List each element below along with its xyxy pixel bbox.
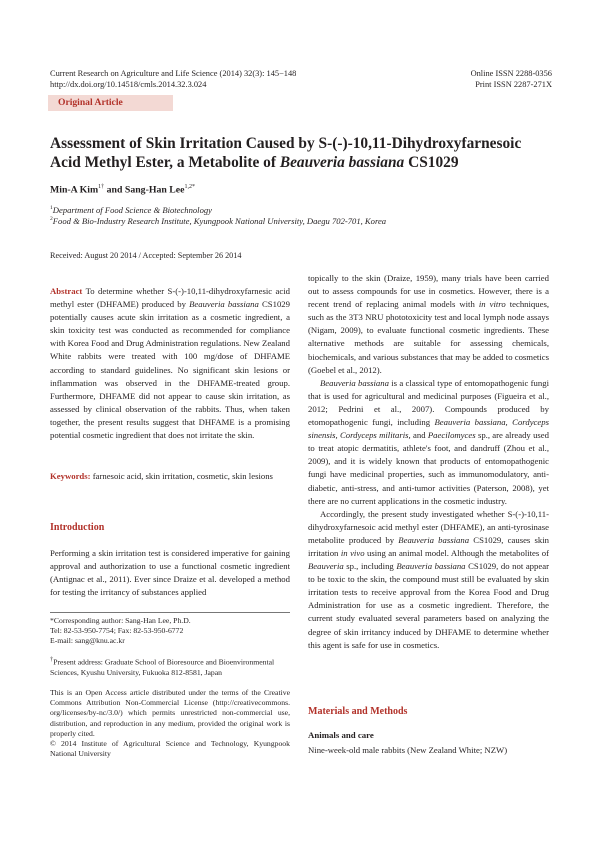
contact-phone: Tel: 82-53-950-7754; Fax: 82-53-950-6772 (50, 626, 184, 636)
keywords-label: Keywords: (50, 471, 91, 481)
abstract-text: To determine whether S-(-)-10,11-dihydroxyfarnesic acid methyl ester (DHFAME) produced by (50, 286, 290, 310)
online-issn: Online ISSN 2288-0356 (470, 69, 552, 78)
license-block (50, 688, 290, 759)
affiliation-number: 1 (50, 205, 53, 211)
present-address-text: Present address: Graduate School of Bioresource and Bioenvironmental Sciences, Kyushu University, Fukuoka 812-8581, Japan (50, 657, 275, 677)
introduction-text (50, 547, 290, 599)
affiliation-text: Food & Bio-Industry Research Institute, Kyungpook National University, Daegu 702-701, Korea (52, 215, 387, 226)
text-run: sp., including (343, 561, 397, 572)
methods-heading: Materials and Methods (308, 706, 408, 717)
affiliation (50, 214, 386, 227)
title-strain: CS1029 (404, 154, 459, 171)
issn-block (471, 68, 552, 90)
paragraph (308, 272, 549, 377)
journal-header (50, 68, 296, 90)
italic-run: Beauveria bassiana (398, 534, 470, 545)
text-run: sp., are already used to treat atopic dermatitis, athlete's foot, and dandruff (Zhou et al., 2009), and it is widely known that products of entomopathogenic fungi have medicinal properties, such as immunomodulatory, anti-diabetic, anti-stress, and anti-tumor activities (Paterson, 2008), yet there are no current applications in the cosmetic industry. (308, 430, 549, 506)
doi-link[interactable]: http://dx.doi.org/10.14518/cmls.2014.32.3.024 (50, 80, 207, 89)
copyright-notice: © 2014 Institute of Agricultural Science and Technology, Kyungpook National University (50, 739, 290, 759)
text-run: using an animal model. Although the metabolites of (364, 547, 549, 558)
abstract (50, 285, 290, 442)
present-address-marker: † (50, 656, 54, 663)
keywords (50, 470, 290, 483)
text-run: CS1029, causes skin irritation (308, 534, 549, 558)
footnotes (50, 616, 290, 647)
title-line-2 (50, 153, 560, 172)
animals-subheading: Animals and care (308, 730, 374, 740)
title-line-1: Assessment of Skin Irritation Caused by S-(-)-10,11-Dihydroxyfarnesoic (50, 135, 522, 152)
italic-run: in vitro (478, 299, 506, 310)
affiliation-number: 2 (50, 216, 53, 222)
paragraph (308, 377, 549, 508)
journal-citation: Current Research on Agriculture and Life Science (2014) 32(3): 145−148 (50, 69, 297, 78)
author-marker: 1† (98, 184, 105, 190)
abstract-label: Abstract (50, 286, 83, 296)
paragraph (308, 508, 549, 652)
text-run: topically to the skin (Draize, 1959), many trials have been carried out to assess compounds for use in cosmetics. However, there is a recent trend of replacing animal models with (308, 273, 549, 310)
article-type-label: Original Article (58, 97, 123, 108)
author-list (50, 184, 195, 195)
paragraph: Nine-week-old male rabbits (New Zealand White; NZW) (308, 745, 508, 755)
text-run: and (410, 430, 428, 441)
article-type-banner (48, 95, 173, 111)
abstract-species: Beauveria bassiana (189, 299, 259, 310)
contact-email[interactable]: E-mail: sang@knu.ac.kr (50, 636, 125, 646)
author-marker: 1,2* (184, 184, 195, 190)
corresponding-author: *Corresponding author: Sang-Han Lee, Ph.D. (50, 616, 191, 625)
author-name: Min-A Kim (50, 184, 99, 196)
present-address (50, 655, 290, 678)
italic-run: Beauveria bassiana (396, 561, 466, 572)
open-access-notice: This is an Open Access article distributed under the terms of the Creative Commons Attribution Non-Commercial License (http://creativecommons. org/licenses/by-nc/3.0/) which permits unrestricted non-commercial use, distribution, and reproduction in any medium, provided the original work is properly cited. (50, 688, 290, 738)
received-dates: Received: August 20 2014 / Accepted: September 26 2014 (50, 251, 242, 260)
footnote-divider (50, 612, 290, 613)
italic-run: Beauveria (308, 561, 344, 572)
text-run: techniques, such as the 3T3 NRU phototoxicity test and local lymph node assays (Nigam, 2009), to evaluate functional cosmetic ingredients. These alternative methods are suitable for assessing chemicals, biochemicals, and various substances that may be added to cosmetics (Goebel et al., 2012). (308, 299, 550, 375)
affiliation-text: Department of Food Science & Biotechnology (52, 204, 212, 215)
abstract-text: CS1029 potentially causes acute skin irritation as a cosmetic ingredient, a skin toxicity test was conducted as recommended for compliance with Korea Food and Drug Administration regulations. New Zealand White rabbits were treated with 100 mg/dose of DHFAME according to standard guidelines. No significant skin lesions or inflammation was observed in the DHFAME-treated group. Furthermore, DHFAME did not appear to cause skin irritation, as assessed by clinical observation of the rabbits. Thus, when taken together, the present results suggest that DHFAME is a promising potential cosmetic ingredient that does not irritate the skin. (50, 299, 290, 441)
intro-paragraph: Performing a skin irritation test is considered imperative for gaining approval and authorization to use a functional cosmetic ingredient (Antignac et al., 2011). Ever since Draize et al. developed a method for testing the irritancy of substances applied (50, 548, 290, 598)
italic-run: Paecilomyces (427, 430, 476, 441)
italic-run: Beauveria bassiana (320, 377, 389, 388)
text-run: Accordingly, the present study investigated whether S-(-)-10,11-dihydroxyfarnesoic acid methyl ester (DHFAME), an anti-tyrosinase metabolite produced by (308, 508, 549, 545)
introduction-heading: Introduction (50, 522, 105, 533)
right-column-text (308, 272, 549, 652)
animals-text (308, 744, 549, 757)
print-issn: Print ISSN 2287-271X (475, 80, 552, 89)
title-species: Beauveria bassiana (279, 154, 405, 171)
article-title (50, 134, 560, 172)
author-conjunction: and (104, 184, 125, 196)
keywords-text: farnesoic acid, skin irritation, cosmetic, skin lesions (90, 471, 273, 481)
italic-run: in vivo (340, 547, 365, 558)
text-run: is a classical type of entomopathogenic fungi that is used for agricultural and medicinal purposes (Figueira et al., 2012; Pedrini et al., 2007). Compounds produced by etomopathogenic fungi, including (308, 377, 549, 428)
italic-run: Beauveria bassiana, Cordyceps sinensis, Cordyceps militaris, (308, 417, 549, 441)
author-name: Sang-Han Lee (124, 184, 185, 196)
title-text: Acid Methyl Ester, a Metabolite of (50, 154, 280, 171)
text-run: CS1029, do not appear to be toxic to the skin, the compound must still be evaluated by skin irritation tests to receive approval from the Korea Food and Drug Administration for use as a cosmetic ingredient. Therefore, the current study evaluated several parameters based on analyzing the degree of skin irritancy induced by DHFAME to determine whether this agent is safe for use in cosmetics. (308, 561, 549, 650)
